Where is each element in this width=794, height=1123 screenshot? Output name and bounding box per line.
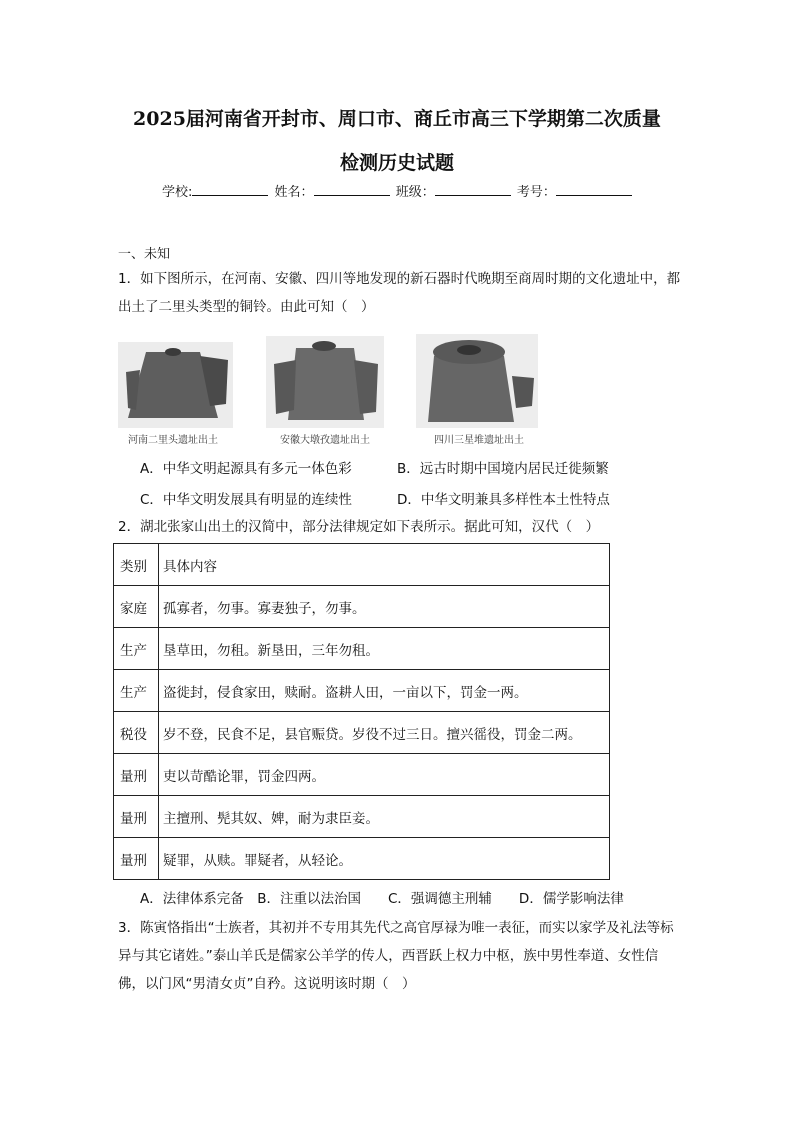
question-3-text: 3．陈寅恪指出“士族者，其初并不专用其先代之高官厚禄为唯一表征，而实以家学及礼法等标异与其它诸姓。”泰山羊氏是儒家公羊学的传人，西晋跃上权力中枢，族中男性奉道、女性信佛，以门风“男清女贞”自矜。这说明该时期（ ） xyxy=(118,920,674,992)
question-2-options[interactable]: A．法律体系完备 B．注重以法治国 C．强调德主刑辅 D．儒学影响法律 xyxy=(140,891,624,907)
table-row xyxy=(114,586,610,628)
q1-option-d[interactable]: D．中华文明兼具多样性本土性特点 xyxy=(397,492,610,508)
table-cell: 疑罪，从赎。罪疑者，从轻论。 xyxy=(159,838,610,880)
section-heading: 一、未知 xyxy=(118,247,171,262)
table-cell: 量刑 xyxy=(114,838,159,880)
table-cell: 吏以苛酷论罪，罚金四两。 xyxy=(159,754,610,796)
school-blank xyxy=(192,183,268,196)
student-info-row xyxy=(162,181,634,200)
table-cell: 盗徙封，侵食家田，赎耐。盗耕人田，一亩以下，罚金一两。 xyxy=(159,670,610,712)
table-cell: 孤寡者，勿事。寡妻独子，勿事。 xyxy=(159,586,610,628)
caption-anhui: 安徽大墩孜遗址出土 xyxy=(280,435,370,446)
school-label: 学校: xyxy=(162,185,193,200)
table-cell: 量刑 xyxy=(114,754,159,796)
q1-option-c[interactable]: C．中华文明发展具有明显的连续性 xyxy=(140,492,352,508)
table-row xyxy=(114,712,610,754)
bronze-bells-figure xyxy=(118,330,538,445)
caption-sichuan: 四川三星堆遗址出土 xyxy=(434,435,524,446)
table-cell: 生产 xyxy=(114,628,159,670)
table-cell: 垦草田，勿租。新垦田，三年勿租。 xyxy=(159,628,610,670)
table-row xyxy=(114,796,610,838)
table-cell: 主擅刑、髡其奴、婢，耐为隶臣妾。 xyxy=(159,796,610,838)
han-law-table xyxy=(113,543,610,880)
question-1-text: 1．如下图所示，在河南、安徽、四川等地发现的新石器时代晚期至商周时期的文化遗址中，都出土了二里头类型的铜铃。由此可知（ ） xyxy=(118,271,681,315)
bell-image-sichuan xyxy=(416,330,538,428)
class-blank xyxy=(435,183,511,196)
table-cell: 家庭 xyxy=(114,586,159,628)
name-label: 姓名： xyxy=(274,185,314,200)
table-cell: 量刑 xyxy=(114,796,159,838)
name-blank xyxy=(314,183,390,196)
exam-no-blank xyxy=(556,183,632,196)
exam-title-line1: 2025届河南省开封市、周口市、商丘市高三下学期第二次质量 xyxy=(133,108,661,130)
q1-option-a[interactable]: A．中华文明起源具有多元一体色彩 xyxy=(140,461,352,477)
table-row xyxy=(114,754,610,796)
table-cell: 生产 xyxy=(114,670,159,712)
bell-image-henan xyxy=(118,330,233,428)
caption-henan: 河南二里头遗址出土 xyxy=(128,435,218,446)
bell-image-anhui xyxy=(266,330,384,428)
exam-no-label: 考号： xyxy=(516,185,556,200)
table-cell: 岁不登，民食不足，县官赈贷。岁役不过三日。擅兴徭役，罚金二两。 xyxy=(159,712,610,754)
q1-option-b[interactable]: B．远古时期中国境内居民迁徙频繁 xyxy=(397,461,609,477)
table-cell: 具体内容 xyxy=(159,544,610,586)
table-header-row xyxy=(114,544,610,586)
table-row xyxy=(114,838,610,880)
table-cell: 税役 xyxy=(114,712,159,754)
exam-title-line2: 检测历史试题 xyxy=(339,152,454,174)
table-row xyxy=(114,628,610,670)
class-label: 班级： xyxy=(395,185,435,200)
table-cell: 类别 xyxy=(114,544,159,586)
table-row xyxy=(114,670,610,712)
question-2-text: 2．湖北张家山出土的汉简中，部分法律规定如下表所示。据此可知，汉代（ ） xyxy=(118,519,600,535)
